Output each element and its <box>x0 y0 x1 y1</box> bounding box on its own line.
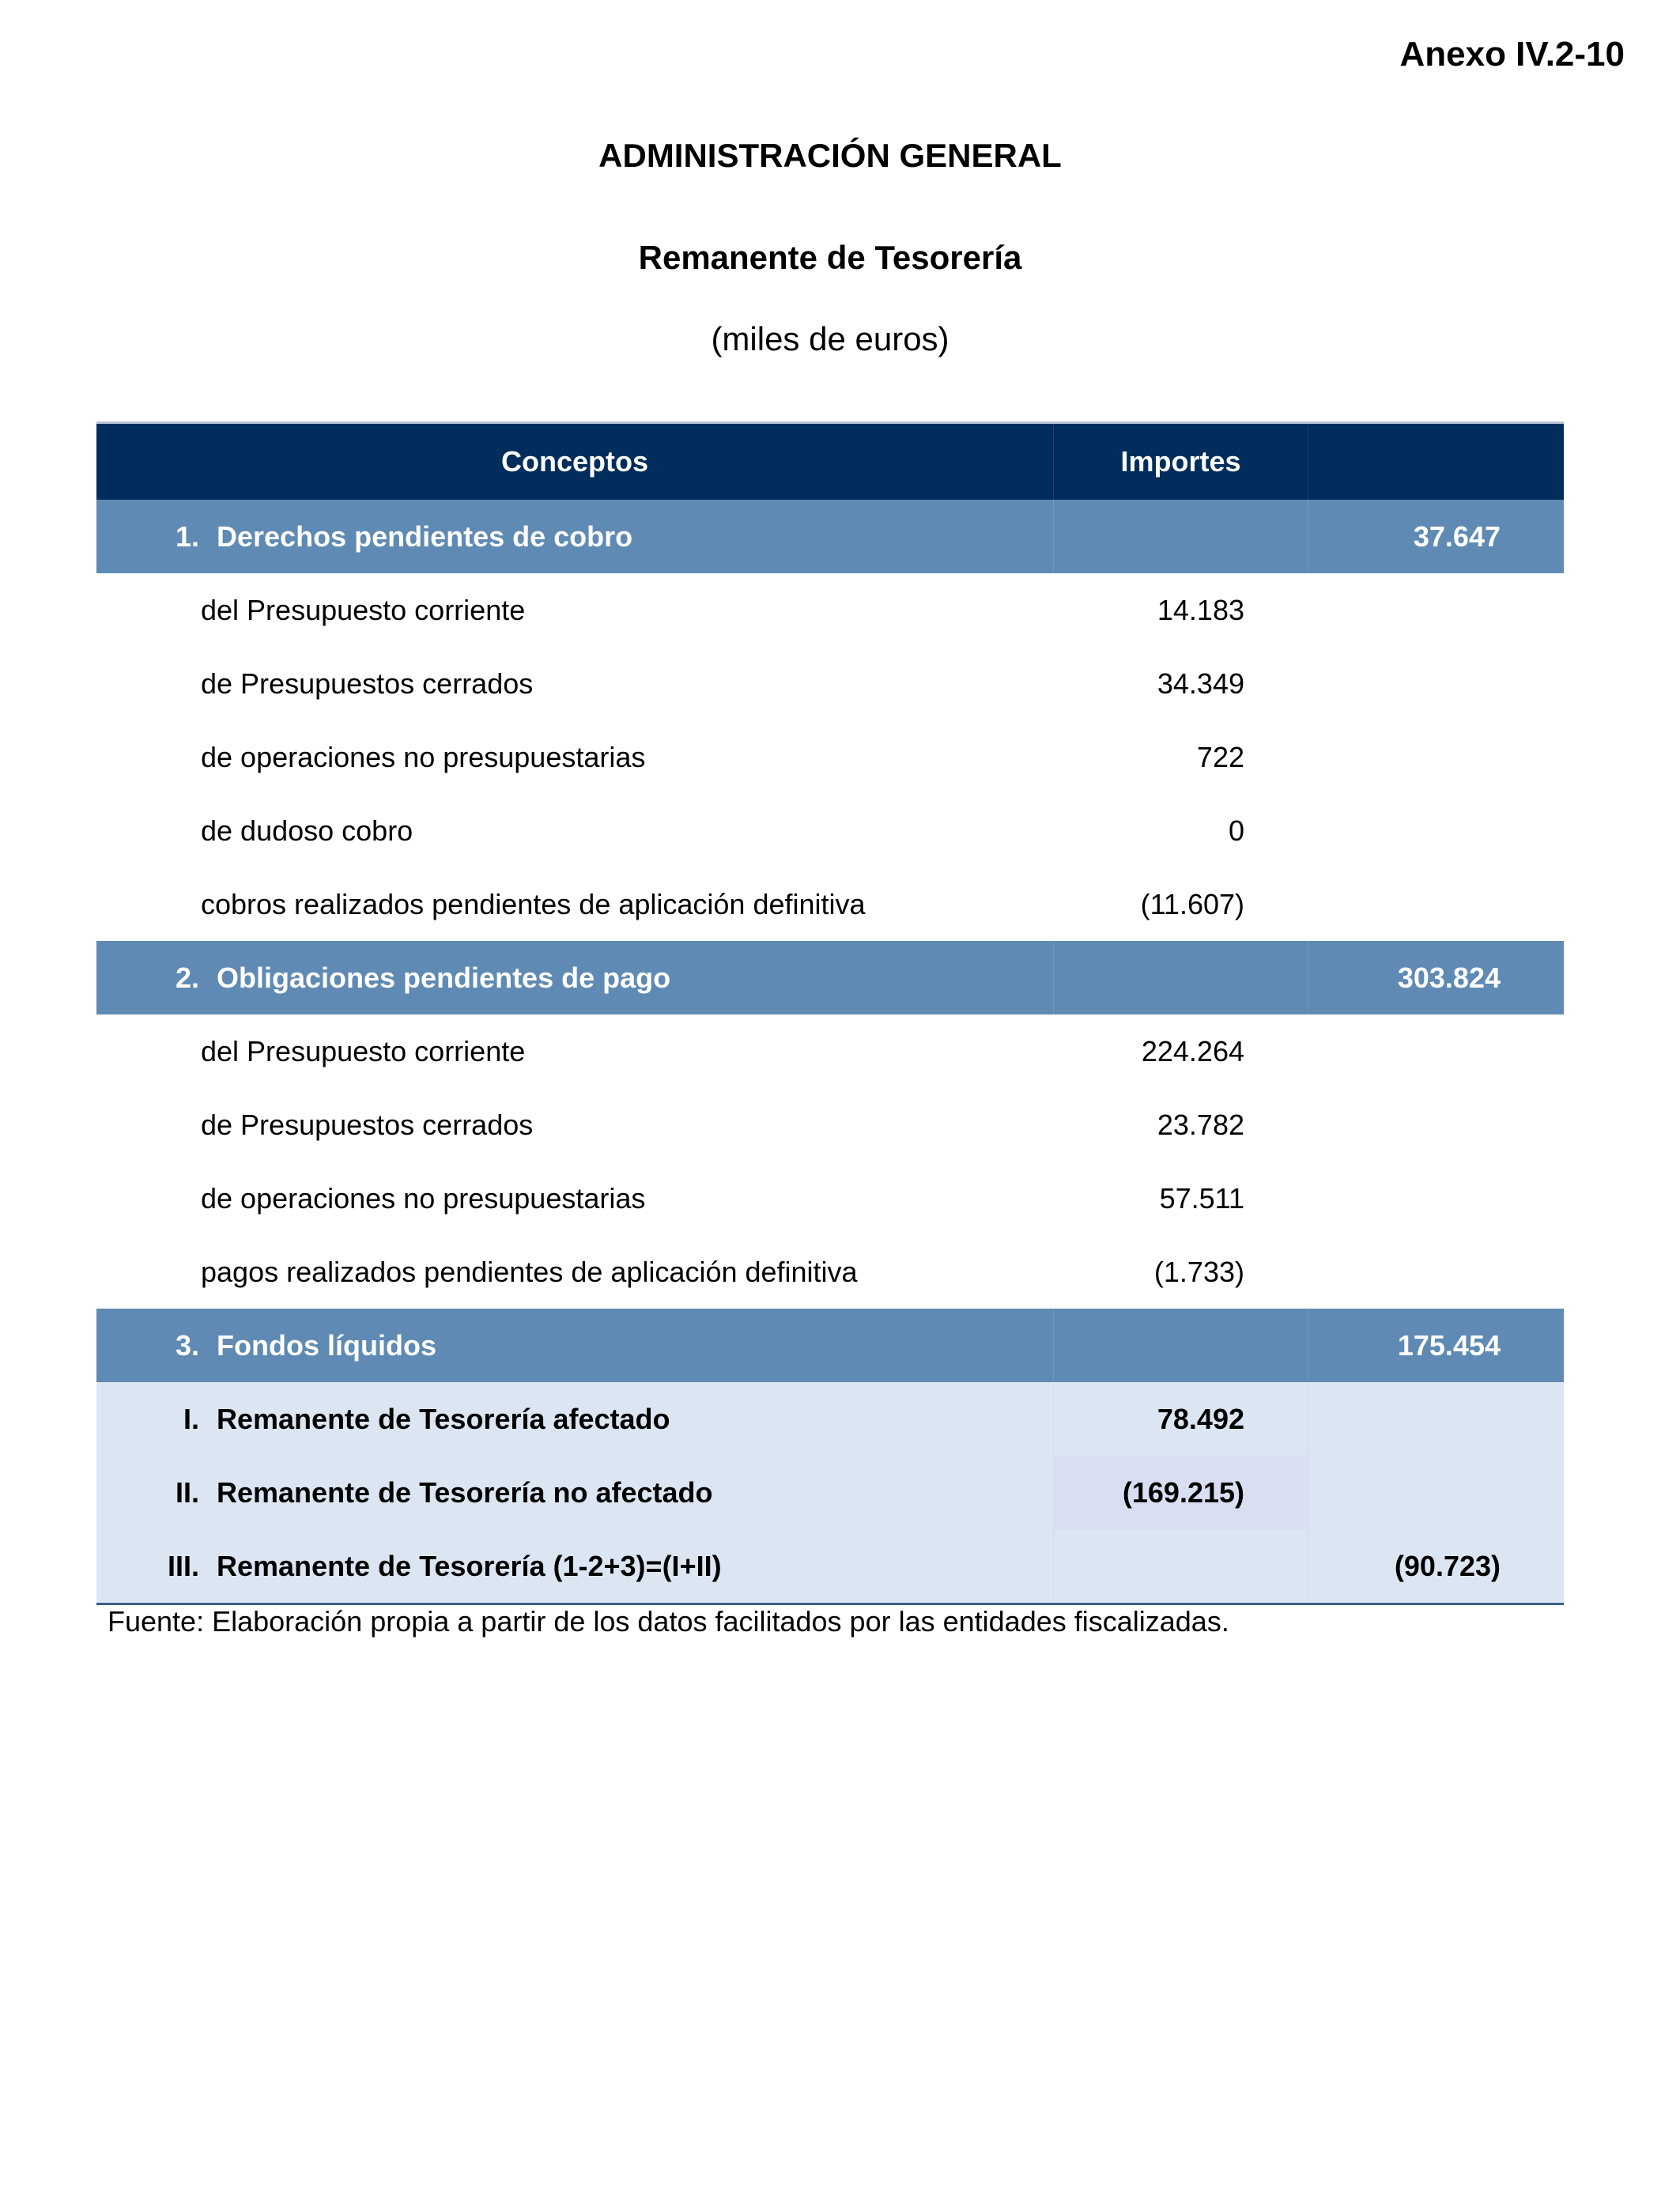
table-row <box>96 1088 1564 1162</box>
summary-amount: (169.215) <box>1053 1456 1308 1529</box>
row-amount: 14.183 <box>1157 593 1244 626</box>
summary-label: Remanente de Tesorería no afectado <box>217 1475 713 1509</box>
row-amount: 57.511 <box>1159 1181 1244 1215</box>
table-row <box>96 1014 1564 1088</box>
table-row <box>96 867 1564 941</box>
summary-amount <box>1053 1529 1308 1603</box>
table-row <box>96 1235 1564 1309</box>
row-label: de Presupuestos cerrados <box>201 667 534 700</box>
section-label: Derechos pendientes de cobro <box>217 519 633 553</box>
row-amount: 224.264 <box>1141 1034 1244 1067</box>
section-row-payables <box>96 941 1564 1014</box>
row-label: de dudoso cobro <box>201 814 413 847</box>
treasury-remainder-table <box>96 421 1564 1605</box>
header-totals <box>1308 424 1564 500</box>
row-amount: (11.607) <box>1140 887 1244 920</box>
summary-number: II. <box>175 1475 199 1509</box>
document-subtitle: Remanente de Tesorería <box>638 239 1022 276</box>
summary-total <box>1308 1456 1564 1529</box>
annex-label: Anexo IV.2-10 <box>1399 35 1625 74</box>
table-row <box>96 647 1564 720</box>
row-amount: 23.782 <box>1157 1108 1244 1141</box>
header-amounts: Importes <box>1053 424 1308 500</box>
row-label: del Presupuesto corriente <box>201 593 526 626</box>
summary-total: (90.723) <box>1308 1529 1564 1603</box>
header-concepts: Conceptos <box>500 445 648 478</box>
summary-row-total <box>96 1529 1564 1605</box>
section-total: 175.454 <box>1308 1309 1564 1382</box>
summary-row-unaffected <box>96 1456 1564 1529</box>
section-row-receivables <box>96 500 1564 573</box>
section-total: 303.824 <box>1308 941 1564 1014</box>
row-label: del Presupuesto corriente <box>201 1034 526 1067</box>
table-header-row <box>96 421 1564 500</box>
section-label: Obligaciones pendientes de pago <box>217 961 671 994</box>
table-row <box>96 1162 1564 1235</box>
section-total: 37.647 <box>1308 500 1564 573</box>
summary-row-affected <box>96 1382 1564 1456</box>
row-amount: 722 <box>1196 740 1244 773</box>
document-title: ADMINISTRACIÓN GENERAL <box>598 137 1062 174</box>
section-number: 1. <box>175 519 199 553</box>
source-note: Fuente: Elaboración propia a partir de los datos facilitados por las entidades fiscalizadas. <box>108 1605 1229 1638</box>
section-label: Fondos líquidos <box>217 1328 436 1362</box>
table-row <box>96 573 1564 647</box>
row-amount: (1.733) <box>1153 1255 1244 1288</box>
summary-number: III. <box>167 1549 199 1582</box>
row-label: de Presupuestos cerrados <box>201 1108 534 1141</box>
summary-amount: 78.492 <box>1053 1382 1308 1456</box>
row-label: de operaciones no presupuestarias <box>201 740 646 773</box>
section-number: 2. <box>175 961 199 994</box>
row-label: de operaciones no presupuestarias <box>201 1181 646 1215</box>
unit-label: (miles de euros) <box>711 320 949 357</box>
summary-label: Remanente de Tesorería afectado <box>217 1402 670 1435</box>
section-row-liquid-funds <box>96 1309 1564 1382</box>
summary-label: Remanente de Tesorería (1-2+3)=(I+II) <box>217 1549 722 1582</box>
row-amount: 34.349 <box>1157 667 1244 700</box>
table-row <box>96 794 1564 867</box>
summary-number: I. <box>183 1402 199 1435</box>
section-number: 3. <box>175 1328 199 1362</box>
row-label: cobros realizados pendientes de aplicación definitiva <box>201 887 866 920</box>
row-amount: 0 <box>1228 814 1244 847</box>
table-row <box>96 720 1564 794</box>
summary-total <box>1308 1382 1564 1456</box>
row-label: pagos realizados pendientes de aplicación definitiva <box>201 1255 858 1288</box>
